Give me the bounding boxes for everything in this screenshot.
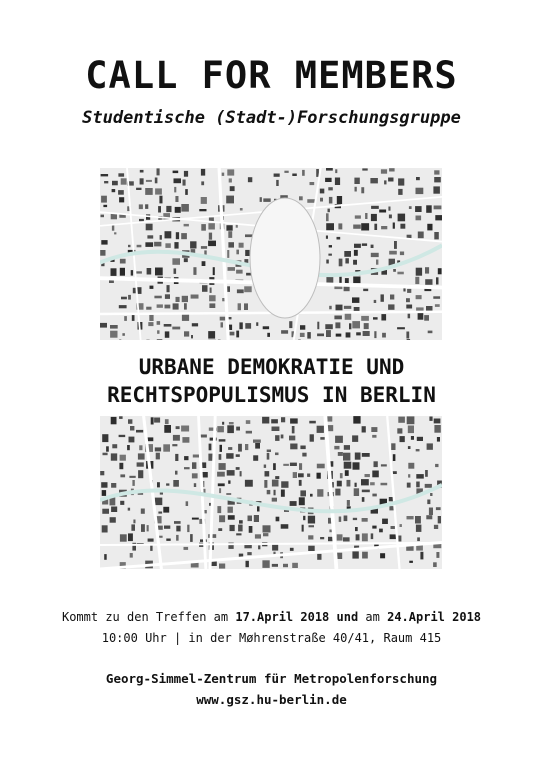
poster-title: CALL FOR MEMBERS xyxy=(85,54,458,97)
city-map-top-image xyxy=(100,168,442,340)
poster-subtitle: Studentische (Stadt-)Forschungsgruppe xyxy=(82,108,461,128)
organization-website[interactable]: www.gsz.hu-berlin.de xyxy=(196,692,347,707)
meeting-dates-line xyxy=(0,607,543,628)
meeting-date-1: 17.April 2018 xyxy=(235,610,330,624)
meeting-intro: Kommt zu den Treffen am xyxy=(61,610,236,624)
organization-name: Georg-Simmel-Zentrum für Metropolenforschung xyxy=(105,671,438,686)
headline-line-1: URBANE DEMOKRATIE UND xyxy=(138,355,405,379)
city-map-bottom-image xyxy=(100,416,442,569)
research-topic-headline xyxy=(0,353,543,409)
meeting-date-2: 24.April 2018 xyxy=(387,610,482,624)
organization-block xyxy=(0,668,543,710)
headline-line-2: RECHTSPOPULISMUS IN BERLIN xyxy=(107,383,436,407)
meeting-connector: und xyxy=(329,610,359,624)
city-map-top xyxy=(100,168,442,340)
meeting-mid: am xyxy=(358,610,388,624)
map-park xyxy=(250,198,320,318)
city-map-bottom xyxy=(100,416,442,569)
meeting-info xyxy=(0,607,543,649)
meeting-details: 10:00 Uhr | in der Møhrenstraße 40/41, Raum 415 xyxy=(101,631,442,645)
